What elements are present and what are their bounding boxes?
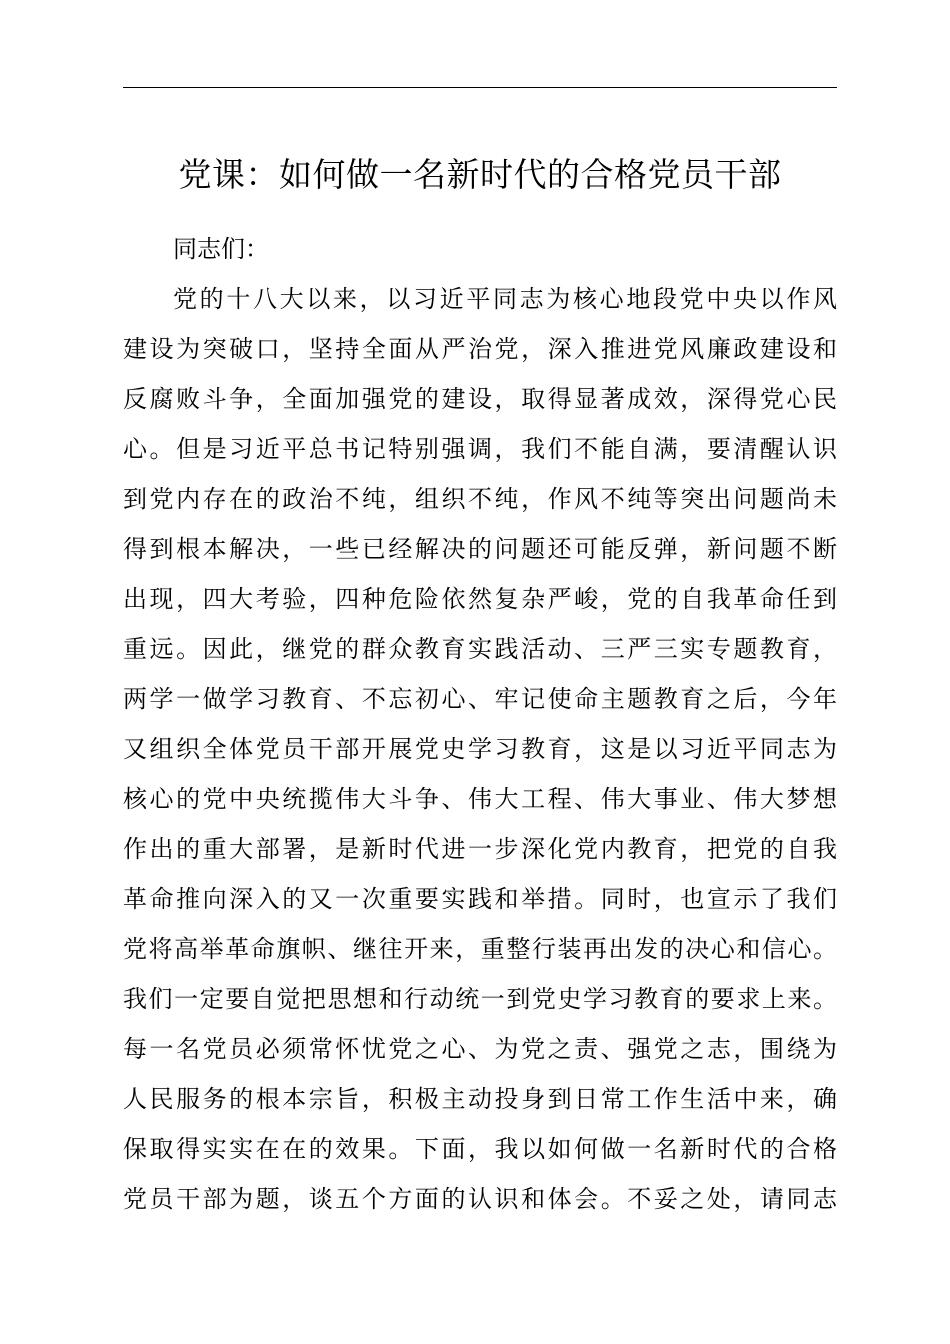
paragraph-line: 出现，四大考验，四种危险依然复杂严峻，党的自我革命任到 (123, 585, 837, 613)
paragraph-line: 到党内存在的政治不纯，组织不纯，作风不纯等突出问题尚未 (123, 485, 837, 513)
paragraph-line: 我们一定要自觉把思想和行动统一到党史学习教育的要求上来。 (123, 985, 837, 1013)
document-title: 党课：如何做一名新时代的合格党员干部 (178, 155, 782, 194)
paragraph-line: 又组织全体党员干部开展党史学习教育，这是以习近平同志为 (123, 735, 837, 763)
paragraph-line: 党员干部为题，谈五个方面的认识和体会。不妥之处，请同志 (123, 1185, 837, 1213)
paragraph-line: 两学一做学习教育、不忘初心、牢记使命主题教育之后，今年 (123, 685, 837, 713)
paragraph-line: 党将高举革命旗帜、继往开来，重整行装再出发的决心和信心。 (123, 935, 837, 963)
salutation: 同志们： (173, 235, 269, 263)
paragraph-line: 反腐败斗争，全面加强党的建设，取得显著成效，深得党心民 (123, 385, 837, 413)
paragraph-line: 作出的重大部署，是新时代进一步深化党内教育，把党的自我 (123, 835, 837, 863)
paragraph-line: 心。但是习近平总书记特别强调，我们不能自满，要清醒认识 (123, 435, 837, 463)
paragraph-line: 党的十八大以来，以习近平同志为核心地段党中央以作风 (173, 285, 837, 313)
paragraph-line: 每一名党员必须常怀忧党之心、为党之责、强党之志，围绕为 (123, 1035, 837, 1063)
paragraph-line: 重远。因此，继党的群众教育实践活动、三严三实专题教育， (123, 635, 837, 663)
paragraph-line: 保取得实实在在的效果。下面，我以如何做一名新时代的合格 (123, 1135, 837, 1163)
paragraph-line: 革命推向深入的又一次重要实践和举措。同时，也宣示了我们 (123, 885, 837, 913)
paragraph-line: 得到根本解决，一些已经解决的问题还可能反弹，新问题不断 (123, 535, 837, 563)
paragraph-line: 建设为突破口，坚持全面从严治党，深入推进党风廉政建设和 (123, 335, 837, 363)
header-rule (123, 87, 837, 88)
body-paragraph (123, 274, 837, 1224)
paragraph-line: 人民服务的根本宗旨，积极主动投身到日常工作生活中来，确 (123, 1085, 837, 1113)
paragraph-line: 核心的党中央统揽伟大斗争、伟大工程、伟大事业、伟大梦想 (123, 785, 837, 813)
